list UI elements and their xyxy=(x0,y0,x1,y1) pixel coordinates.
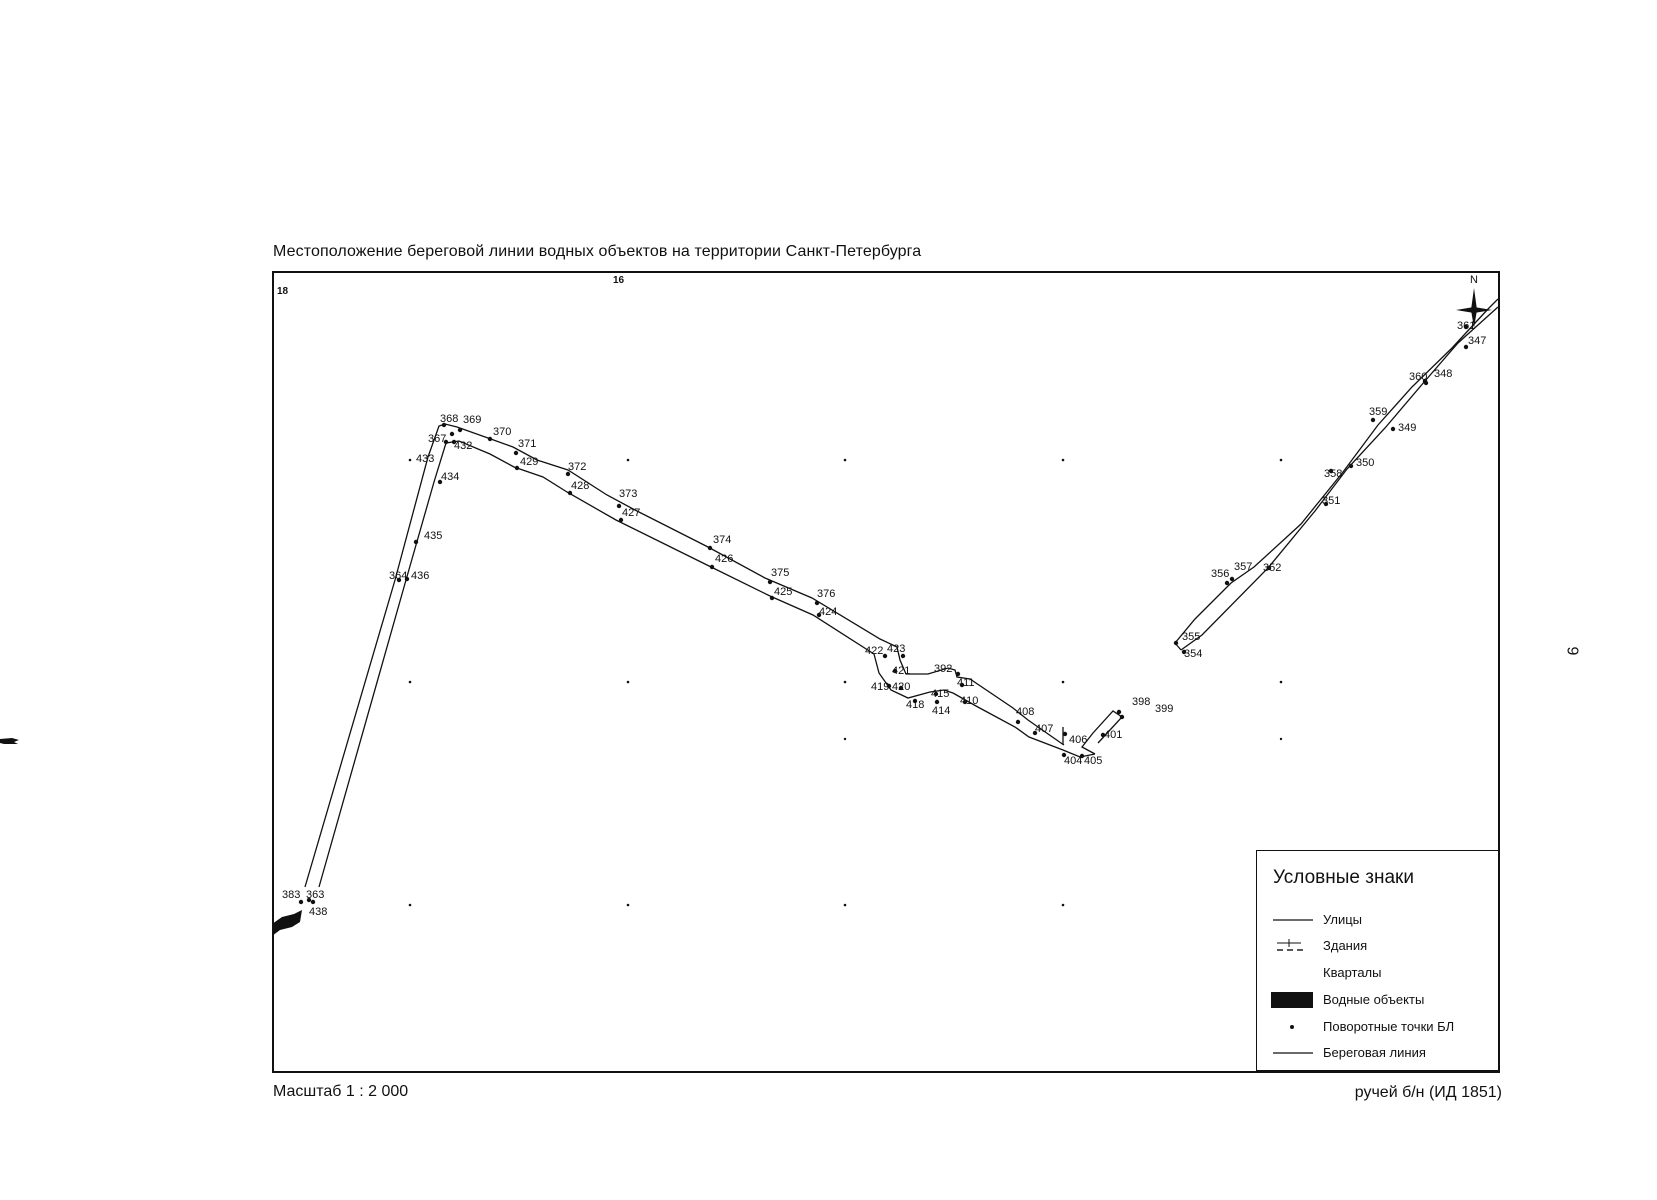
point-label-348: 348 xyxy=(1434,368,1453,380)
water-object xyxy=(274,910,302,936)
point-label-347: 347 xyxy=(1468,335,1487,347)
turning-point-429 xyxy=(515,466,519,470)
point-label-436: 436 xyxy=(411,570,430,582)
turning-point-349 xyxy=(1391,427,1395,431)
point-label-361: 361 xyxy=(1457,320,1476,332)
grid-dot xyxy=(409,681,412,684)
point-label-355: 355 xyxy=(1182,631,1201,643)
grid-dot xyxy=(844,459,847,462)
turning-point-373 xyxy=(617,504,621,508)
point-label-432: 432 xyxy=(454,440,473,452)
point-label-370: 370 xyxy=(493,426,512,438)
point-label-368: 368 xyxy=(440,413,459,425)
scale-label: Масштаб 1 : 2 000 xyxy=(273,1083,409,1100)
turning-point-426 xyxy=(710,565,714,569)
grid-dot xyxy=(409,904,412,907)
north-arrow-cross xyxy=(1456,307,1492,313)
turning-point-350 xyxy=(1349,464,1353,468)
turning-point-369 xyxy=(458,428,462,432)
turning-point-399 xyxy=(1120,715,1124,719)
map-title: Местоположение береговой линии водных объектов на территории Санкт-Петербурга xyxy=(273,243,922,260)
shoreline-lines xyxy=(305,299,1498,887)
legend-label-shoreline: Береговая линия xyxy=(1323,1045,1426,1060)
point-label-383: 383 xyxy=(282,889,301,901)
point-label-427: 427 xyxy=(622,507,641,519)
point-label-376: 376 xyxy=(817,588,836,600)
point-label-423: 423 xyxy=(887,643,906,655)
grid-dot xyxy=(627,681,630,684)
point-label-422: 422 xyxy=(865,645,884,657)
point-label-428: 428 xyxy=(571,480,590,492)
point-label-399: 399 xyxy=(1155,703,1174,715)
turning-point-357 xyxy=(1230,577,1234,581)
point-label-398: 398 xyxy=(1132,696,1151,708)
shoreline-segment xyxy=(319,441,1095,887)
sheet-label: 16 xyxy=(613,275,625,286)
point-label-364: 364 xyxy=(389,570,408,582)
point-label-356: 356 xyxy=(1211,568,1230,580)
legend-label-water: Водные объекты xyxy=(1323,992,1425,1007)
point-label-404: 404 xyxy=(1064,755,1083,767)
turning-points xyxy=(299,325,1468,904)
point-label-425: 425 xyxy=(774,586,793,598)
water-object-name: ручей б/н (ИД 1851) xyxy=(1354,1084,1502,1101)
point-label-351: 351 xyxy=(1322,495,1341,507)
point-label-352: 352 xyxy=(1263,562,1282,574)
legend-item-buildings xyxy=(1271,935,1496,957)
legend-label-streets: Улицы xyxy=(1323,912,1363,927)
point-labels xyxy=(282,320,1486,918)
point-label-371: 371 xyxy=(518,438,537,450)
turning-point-392 xyxy=(956,672,960,676)
turning-point-dot-icon xyxy=(1271,1016,1313,1038)
grid-dot xyxy=(1280,681,1283,684)
point-label-421: 421 xyxy=(892,665,911,677)
scan-mark xyxy=(0,736,20,746)
turning-point-371 xyxy=(514,451,518,455)
legend-label-points: Поворотные точки БЛ xyxy=(1323,1019,1455,1034)
turning-point-414 xyxy=(935,700,939,704)
turning-point-406 xyxy=(1063,732,1067,736)
grid-dot xyxy=(1280,459,1283,462)
point-label-359: 359 xyxy=(1369,406,1388,418)
point-label-419: 419 xyxy=(871,681,890,693)
point-label-374: 374 xyxy=(713,534,732,546)
turning-point-370 xyxy=(488,437,492,441)
point-label-420: 420 xyxy=(892,681,911,693)
grid-dot xyxy=(844,904,847,907)
point-label-373: 373 xyxy=(619,488,638,500)
turning-point-435 xyxy=(414,540,418,544)
turning-point-367 xyxy=(450,432,454,436)
point-label-438: 438 xyxy=(309,906,328,918)
legend-item-water xyxy=(1271,989,1496,1011)
point-label-433: 433 xyxy=(416,453,435,465)
legend-item-shoreline xyxy=(1271,1042,1496,1064)
point-label-415: 415 xyxy=(931,688,950,700)
point-label-411: 411 xyxy=(957,677,975,689)
turning-point-359 xyxy=(1371,418,1375,422)
point-label-350: 350 xyxy=(1356,457,1375,469)
legend-item-points xyxy=(1271,1016,1496,1038)
grid-dot xyxy=(844,681,847,684)
grid-dot xyxy=(1280,738,1282,740)
sheet-labels xyxy=(277,275,625,297)
water-object-fill xyxy=(274,910,302,936)
point-label-414: 414 xyxy=(932,705,951,717)
page-number: 9 xyxy=(1563,646,1581,656)
sheet-label: 18 xyxy=(277,286,289,297)
point-label-408: 408 xyxy=(1016,706,1035,718)
point-label-369: 369 xyxy=(463,414,482,426)
point-label-418: 418 xyxy=(906,699,925,711)
turning-point-355 xyxy=(1174,641,1178,645)
grid-dot xyxy=(1062,681,1065,684)
point-label-435: 435 xyxy=(424,530,443,542)
grid-dot xyxy=(409,459,412,462)
north-label: N xyxy=(1470,274,1478,286)
point-label-405: 405 xyxy=(1084,755,1103,767)
point-label-406: 406 xyxy=(1069,734,1088,746)
legend xyxy=(1256,850,1499,1071)
turning-point-356 xyxy=(1225,581,1229,585)
point-label-392: 392 xyxy=(934,663,953,675)
legend-item-blocks xyxy=(1271,962,1496,984)
point-label-426: 426 xyxy=(715,553,734,565)
point-label-349: 349 xyxy=(1398,422,1417,434)
turning-point-374 xyxy=(708,546,712,550)
legend-item-streets xyxy=(1271,909,1496,931)
grid-dot xyxy=(1062,459,1065,462)
grid-dot xyxy=(1062,904,1065,907)
grid-dot xyxy=(627,459,630,462)
turning-point-398 xyxy=(1117,710,1121,714)
turning-point-408 xyxy=(1016,720,1020,724)
point-label-367: 367 xyxy=(428,433,447,445)
point-label-357: 357 xyxy=(1234,561,1253,573)
grid-dot xyxy=(627,904,630,907)
legend-label-buildings: Здания xyxy=(1323,938,1368,953)
shoreline-line-icon xyxy=(1271,1042,1313,1064)
point-label-358: 358 xyxy=(1324,468,1343,480)
point-label-407: 407 xyxy=(1035,723,1054,735)
point-label-410: 410 xyxy=(960,695,979,707)
turning-point-376 xyxy=(815,601,819,605)
building-dashed-icon xyxy=(1271,935,1313,957)
point-label-429: 429 xyxy=(520,456,539,468)
water-fill-icon xyxy=(1271,989,1313,1011)
legend-label-blocks: Кварталы xyxy=(1323,965,1382,980)
turning-point-375 xyxy=(768,580,772,584)
point-label-363: 363 xyxy=(306,889,325,901)
point-label-424: 424 xyxy=(819,606,838,618)
shoreline-segment xyxy=(305,424,1064,887)
point-label-372: 372 xyxy=(568,461,587,473)
point-label-434: 434 xyxy=(441,471,460,483)
legend-title: Условные знаки xyxy=(1273,867,1414,888)
point-label-401: 401 xyxy=(1104,729,1123,741)
point-label-360: 360 xyxy=(1409,371,1428,383)
point-label-375: 375 xyxy=(771,567,790,579)
street-line-icon xyxy=(1271,909,1313,931)
grid-dots xyxy=(409,459,1283,907)
grid-dot xyxy=(844,738,846,740)
point-label-354: 354 xyxy=(1184,648,1203,660)
